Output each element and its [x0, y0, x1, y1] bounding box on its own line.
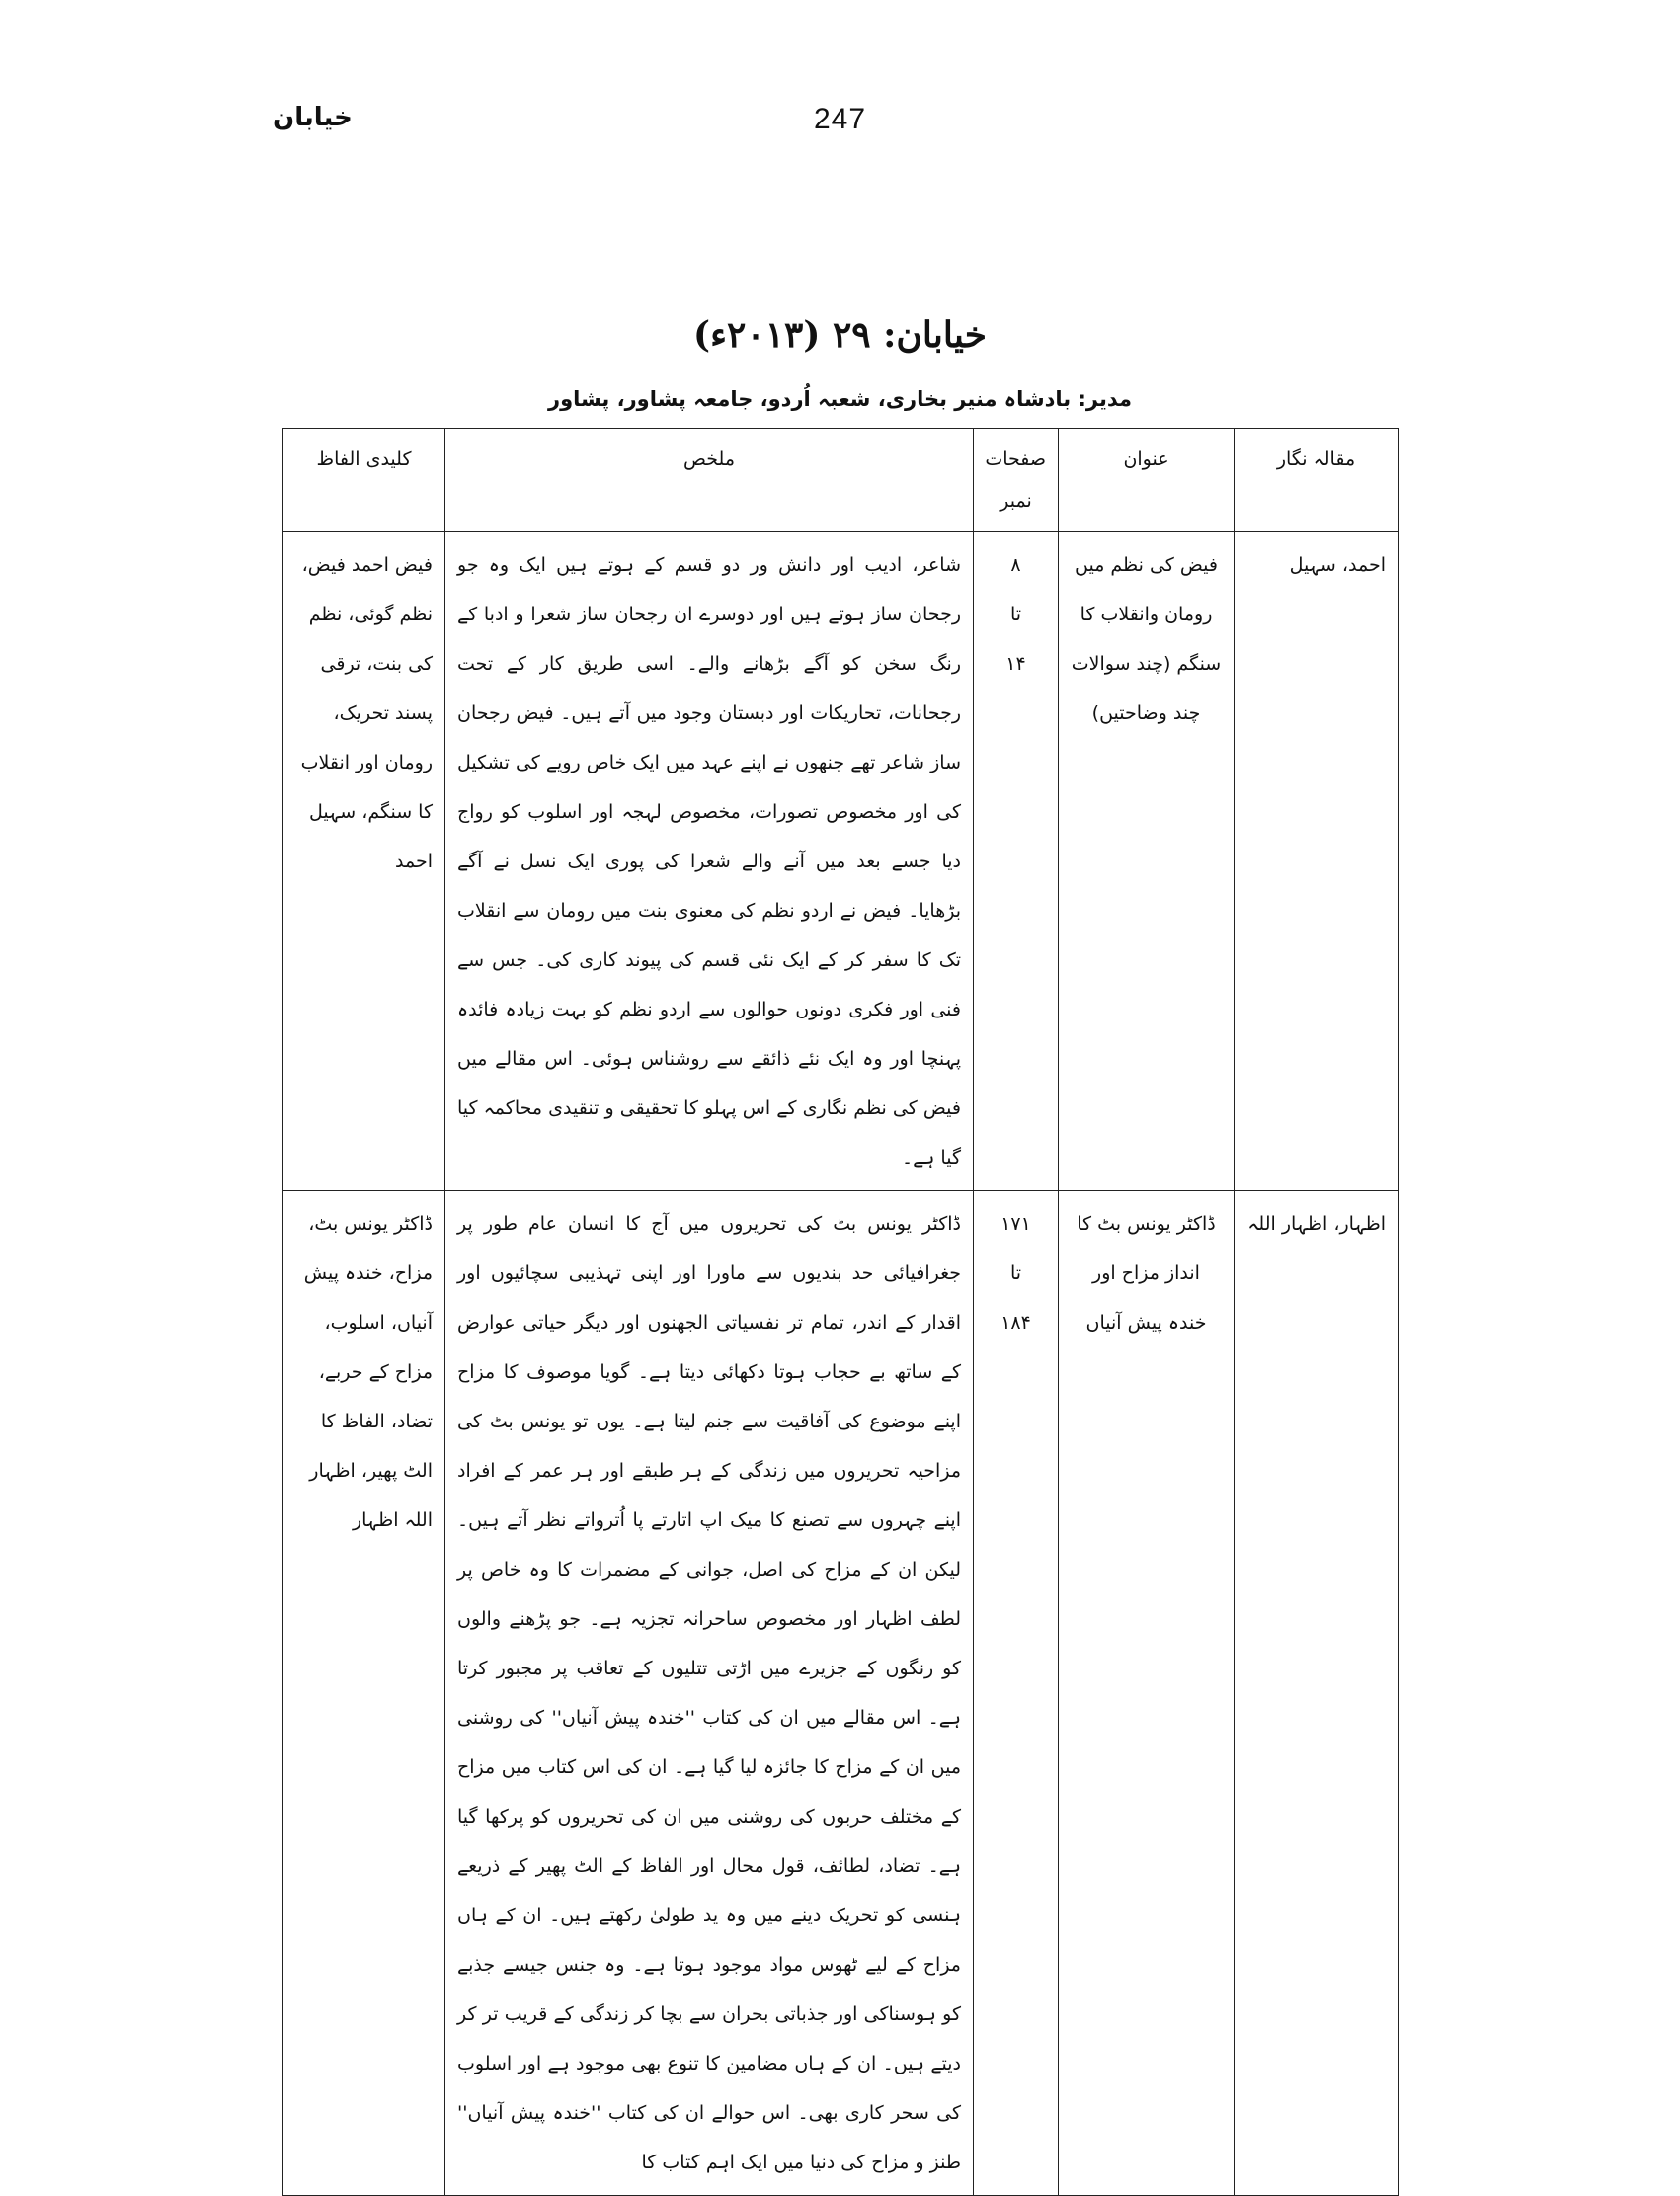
running-head: خیابان	[273, 103, 353, 132]
page-from: ۱۷۱	[1000, 1213, 1031, 1235]
header-pages: صفحات نمبر	[974, 429, 1059, 532]
header-title: عنوان	[1059, 429, 1235, 532]
header-keywords: کلیدی الفاظ	[283, 429, 445, 532]
article-index-table	[282, 428, 1399, 2196]
table-header-row	[283, 429, 1399, 532]
author-cell: احمد، سہیل	[1235, 532, 1399, 1191]
pages-cell	[974, 532, 1059, 1191]
title-cell: ڈاکٹر یونس بٹ کا انداز مزاح اور خندہ پیش آنیاں	[1059, 1191, 1235, 2196]
page-number: 247	[813, 103, 867, 135]
page-separator: تا	[1009, 604, 1022, 625]
title-cell: فیض کی نظم میں رومان وانقلاب کا سنگم (چند سوالات چند وضاحتیں)	[1059, 532, 1235, 1191]
summary-cell: شاعر، ادیب اور دانش ور دو قسم کے ہوتے ہیں ایک وہ جو رجحان ساز ہوتے ہیں اور دوسرے ان رجحان ساز شعرا و ادبا کے رنگ سخن کو آگے بڑھانے والے۔ اسی طریق کار کے تحت رجحانات، تحاریکات اور دبستان وجود میں آتے ہیں۔ فیض رجحان ساز شاعر تھے جنھوں نے اپنے عہد میں ایک خاص رویے کی تشکیل کی اور مخصوص تصورات، مخصوص لہجہ اور اسلوب کو رواج دیا جسے بعد میں آنے والے شعرا کی پوری ایک نسل نے آگے بڑھایا۔ فیض نے اردو نظم کی معنوی بنت میں رومان سے انقلاب تک کا سفر کر کے ایک نئی قسم کی پیوند کاری کی۔ جس سے فنی اور فکری دونوں حوالوں سے اردو نظم کو بہت زیادہ فائدہ پہنچا اور وہ ایک نئے ذائقے سے روشناس ہوئی۔ اس مقالے میں فیض کی نظم نگاری کے اس پہلو کا تحقیقی و تنقیدی محاکمہ کیا گیا ہے۔	[445, 532, 974, 1191]
editor-line: مدیر: بادشاہ منیر بخاری، شعبہ اُردو، جامعہ پشاور، پشاور	[548, 387, 1132, 411]
header-author: مقالہ نگار	[1235, 429, 1399, 532]
page-to: ۱۴	[1005, 653, 1026, 675]
table-row	[283, 532, 1399, 1191]
journal-title: خیابان: ۲۹ (۲۰۱۳ء)	[693, 314, 987, 356]
page-from: ۸	[1010, 554, 1021, 576]
keywords-cell: ڈاکٹر یونس بٹ، مزاح، خندہ پیش آنیاں، اسلوب، مزاح کے حربے، تضاد، الفاظ کا الٹ پھیر، اظہار اللہ اظہار	[283, 1191, 445, 2196]
page-to: ۱۸۴	[1000, 1312, 1031, 1334]
header-summary: ملخص	[445, 429, 974, 532]
keywords-cell: فیض احمد فیض، نظم گوئی، نظم کی بنت، ترقی پسند تحریک، رومان اور انقلاب کا سنگم، سہیل احمد	[283, 532, 445, 1191]
table-row	[283, 1191, 1399, 2196]
summary-cell: ڈاکٹر یونس بٹ کی تحریروں میں آج کا انسان عام طور پر جغرافیائی حد بندیوں سے ماورا اور اپنی تہذیبی سچائیوں اور اقدار کے اندر، تمام تر نفسیاتی الجھنوں اور دیگر حیاتی عوارض کے ساتھ بے حجاب ہوتا دکھائی دیتا ہے۔ گویا موصوف کا مزاح اپنے موضوع کی آفاقیت سے جنم لیتا ہے۔ یوں تو یونس بٹ کی مزاحیہ تحریروں میں زندگی کے ہر طبقے اور ہر عمر کے افراد اپنے چہروں سے تصنع کا میک اپ اتارتے پا اُترواتے نظر آتے ہیں۔ لیکن ان کے مزاح کی اصل، جوانی کے مضمرات کا وہ خاص پر لطف اظہار اور مخصوص ساحرانہ تجزیہ ہے۔ جو پڑھنے والوں کو رنگوں کے جزیرے میں اڑتی تتلیوں کے تعاقب پر مجبور کرتا ہے۔ اس مقالے میں ان کی کتاب ''خندہ پیش آنیاں'' کی روشنی میں ان کے مزاح کا جائزہ لیا گیا ہے۔ ان کی اس کتاب میں مزاح کے مختلف حربوں کی روشنی میں ان کی تحریروں کو پرکھا گیا ہے۔ تضاد، لطائف، قول محال اور الفاظ کے الٹ پھیر کے ذریعے ہنسی کو تحریک دینے میں وہ ید طولیٰ رکھتے ہیں۔ ان کے ہاں مزاح کے لیے ٹھوس مواد موجود ہوتا ہے۔ وہ جنس جیسے جذبے کو ہوسناکی اور جذباتی بحران سے بچا کر زندگی کے قریب تر کر دیتے ہیں۔ ان کے ہاں مضامین کا تنوع بھی موجود ہے اور اسلوب کی سحر کاری بھی۔ اس حوالے ان کی کتاب ''خندہ پیش آنیاں'' طنز و مزاح کی دنیا میں ایک اہم کتاب کا	[445, 1191, 974, 2196]
pages-cell	[974, 1191, 1059, 2196]
page-separator: تا	[1009, 1262, 1022, 1284]
author-cell: اظہار، اظہار اللہ	[1235, 1191, 1399, 2196]
